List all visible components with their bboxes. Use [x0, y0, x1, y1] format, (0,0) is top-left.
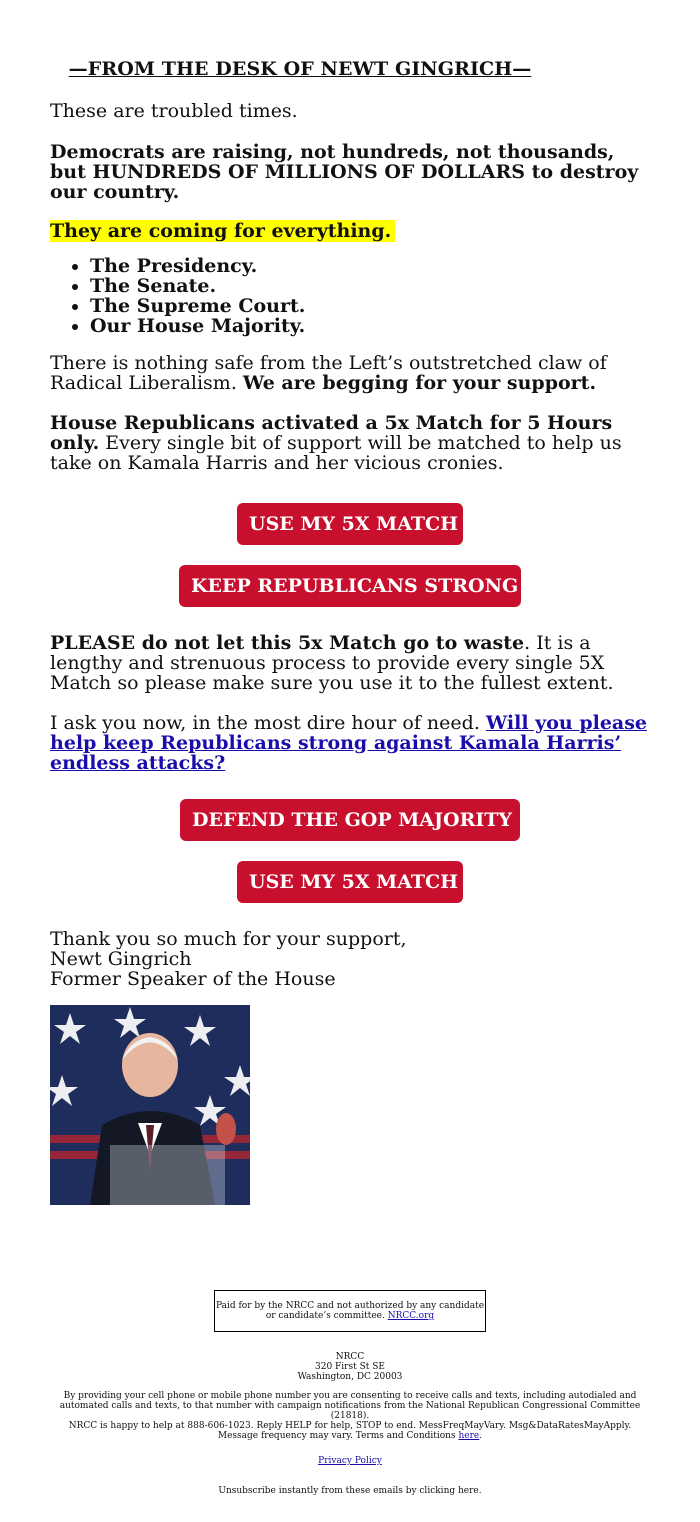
unsubscribe-link[interactable]: Unsubscribe instantly from these emails by clicking here.: [218, 1486, 482, 1496]
match-headline: House Republicans activated a 5x Match for 5 Hours only.: [50, 412, 613, 454]
signoff-thanks: Thank you so much for your support,: [50, 928, 407, 950]
keep-republicans-strong-button[interactable]: KEEP REPUBLICANS STRONG: [179, 565, 521, 607]
highlight-paragraph: [50, 221, 650, 241]
waste-headline: PLEASE do not let this 5x Match go to waste: [50, 632, 525, 654]
disclaimer-text-wrap: [215, 1301, 485, 1321]
nrcc-link[interactable]: NRCC.org: [387, 1311, 435, 1321]
support-paragraph: [50, 353, 650, 393]
photo-illustration: [50, 1005, 250, 1205]
disclaimer-text: Paid for by the NRCC and not authorized by any candidate or candidate’s committee.: [215, 1301, 485, 1321]
democrats-paragraph: Democrats are raising, not hundreds, not thousands, but HUNDREDS OF MILLIONS OF DOLLARS to destroy our country.: [50, 141, 639, 203]
address-line-1: 320 First St SE: [315, 1362, 385, 1372]
privacy-wrap: [50, 1456, 650, 1466]
highlighted-text: They are coming for everything.: [50, 220, 395, 242]
waste-text: . It is a lengthy and strenuous process to provide every single 5X Match so please make sure you use it to the fullest extent.: [50, 632, 614, 694]
help-text: NRCC is happy to help at 888-606-1023. Reply HELP for help, STOP to end. MessFreqMayVary. Msg&DataRatesMayApply. Message frequency may vary. Terms and Conditions: [68, 1421, 632, 1441]
match-paragraph: [50, 413, 650, 473]
ask-paragraph: [50, 713, 650, 773]
privacy-policy-link[interactable]: Privacy Policy: [318, 1456, 382, 1466]
org-address: [50, 1352, 650, 1382]
list-item: • The Presidency.: [90, 256, 305, 276]
support-text: There is nothing safe from the Left’s outstretched claw of Radical Liberalism.: [50, 352, 607, 394]
help-link[interactable]: Will you please help keep Republicans strong against Kamala Harris’ endless attacks?: [50, 712, 648, 774]
begging-text: We are begging for your support.: [242, 372, 597, 394]
ask-text: I ask you now, in the most dire hour of need.: [50, 712, 486, 734]
defend-gop-majority-button[interactable]: DEFEND THE GOP MAJORITY: [180, 799, 520, 841]
signoff-name: Newt Gingrich: [50, 948, 192, 970]
address-line-2: Washington, DC 20003: [297, 1372, 403, 1382]
terms-link[interactable]: here: [458, 1431, 480, 1441]
list-item: • Our House Majority.: [90, 316, 305, 336]
use-5x-match-button[interactable]: USE MY 5X MATCH: [237, 503, 463, 545]
help-notice: [50, 1421, 650, 1441]
help-end: .: [479, 1431, 483, 1441]
paid-for-disclaimer: [214, 1290, 486, 1332]
signoff-title: Former Speaker of the House: [50, 968, 336, 990]
list-item: • The Supreme Court.: [90, 296, 305, 316]
use-5x-match-button-2[interactable]: USE MY 5X MATCH: [237, 861, 463, 903]
sms-consent: By providing your cell phone or mobile phone number you are consenting to receive calls and texts, including autodialed and automated calls and texts, to that number with campaign notifications from the National Republican Congressional Committee (21818).: [59, 1391, 641, 1421]
targets-list: [50, 256, 305, 336]
newt-gingrich-photo: [50, 1005, 250, 1205]
intro-paragraph: These are troubled times.: [50, 100, 298, 122]
signoff-block: [50, 929, 650, 989]
letter-header: —FROM THE DESK OF NEWT GINGRICH—: [68, 58, 532, 80]
match-text: Every single bit of support will be matched to help us take on Kamala Harris and her vicious cronies.: [50, 432, 622, 474]
list-item: • The Senate.: [90, 276, 305, 296]
waste-paragraph: [50, 633, 650, 693]
org-name: NRCC: [335, 1352, 365, 1362]
